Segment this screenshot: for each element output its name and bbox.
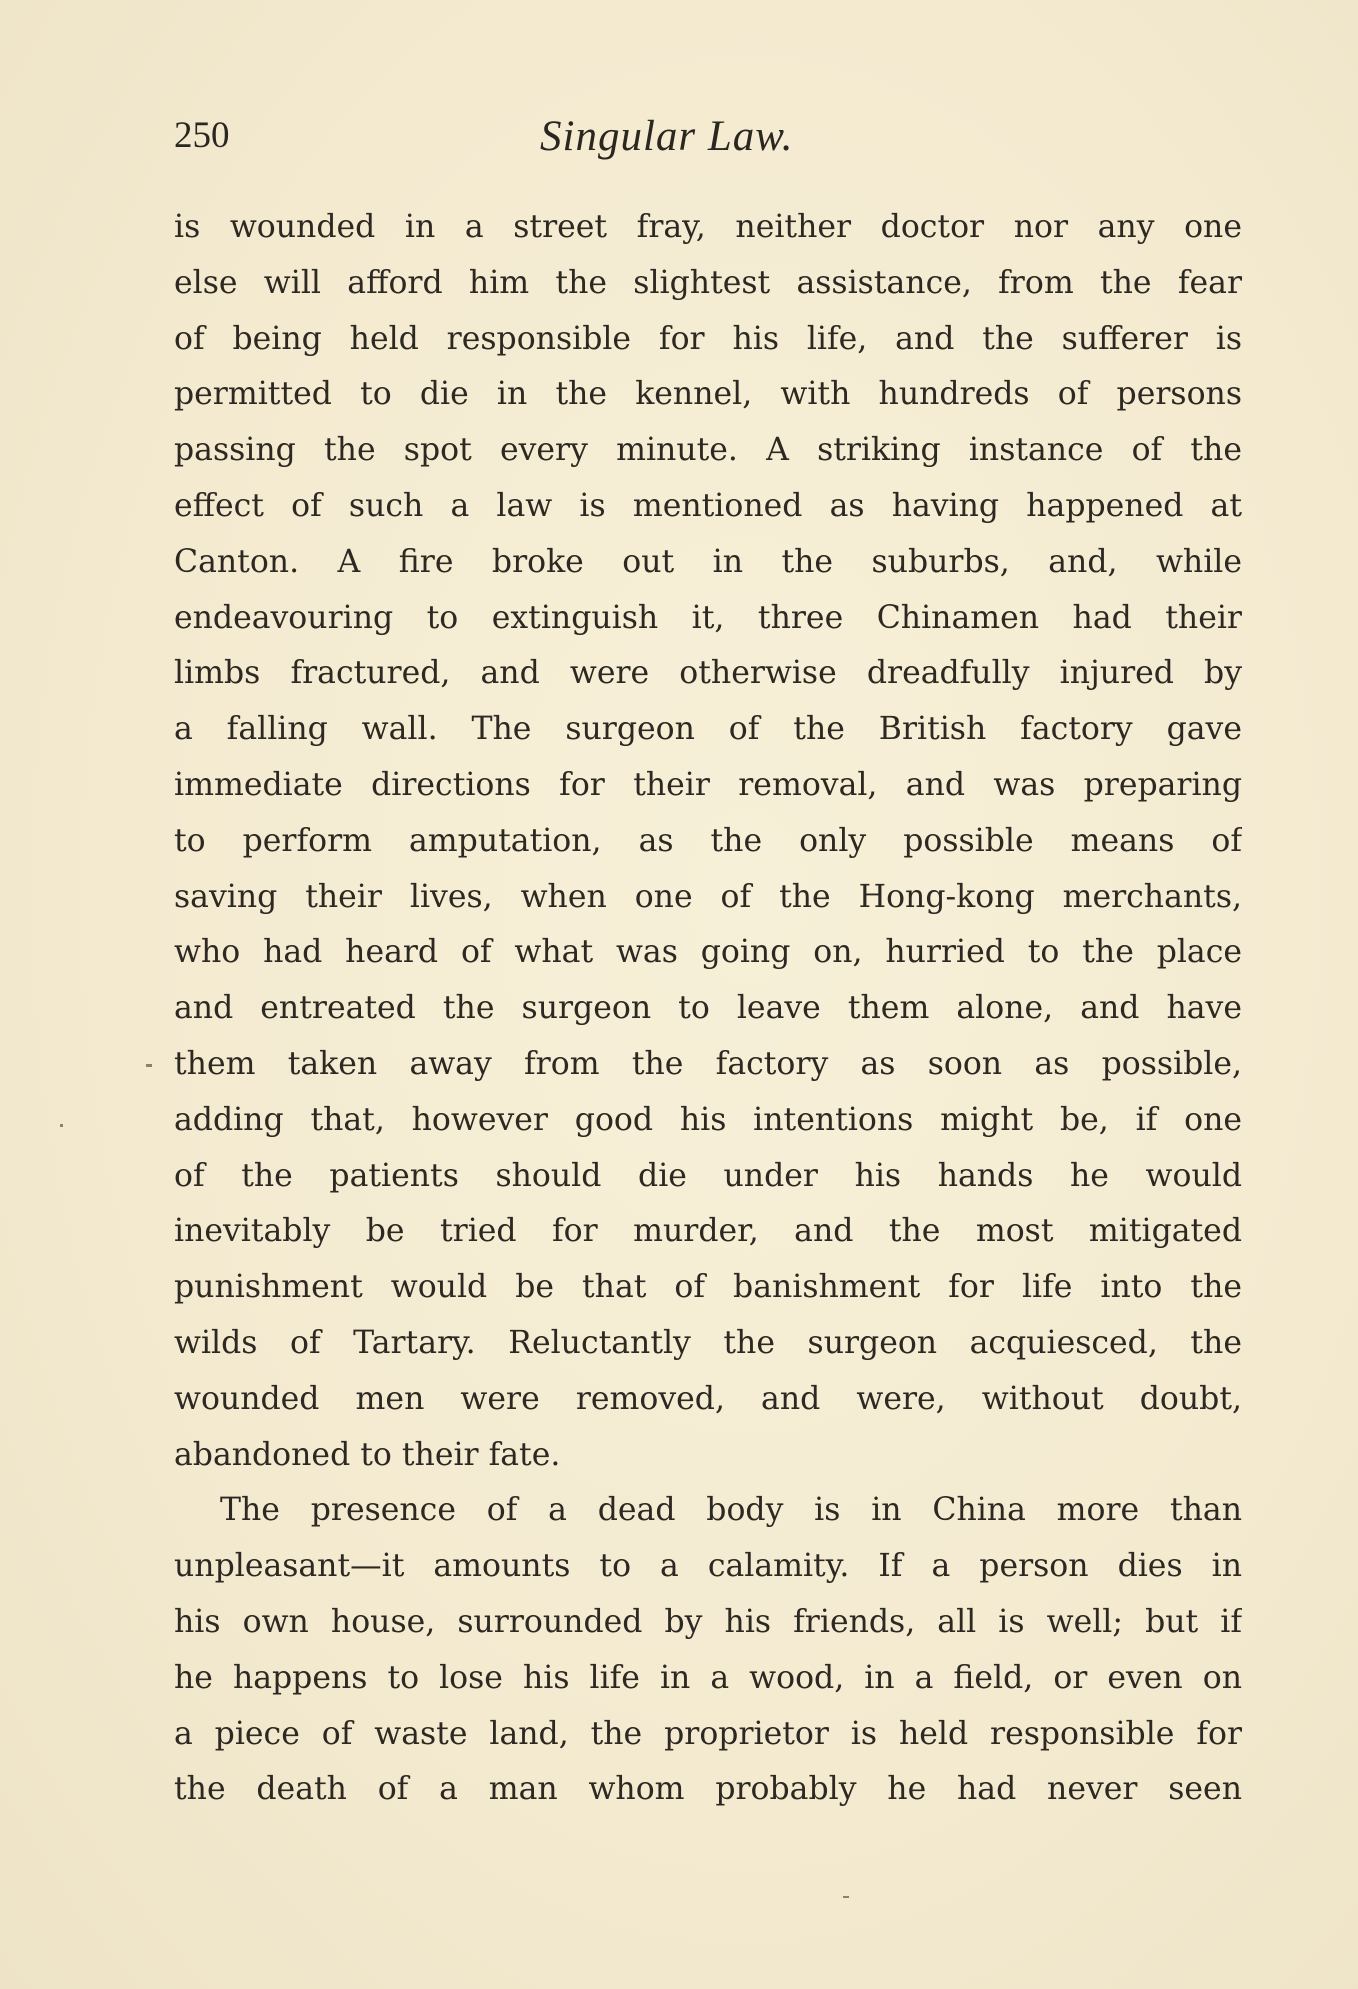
margin-speck — [60, 1124, 63, 1127]
text-line: who had heard of what was going on, hurried to the place — [174, 934, 1242, 971]
text-line: effect of such a law is mentioned as having happened at — [174, 487, 1242, 524]
text-line: permitted to die in the kennel, with hundreds of persons — [174, 376, 1242, 413]
text-line: a falling wall. The surgeon of the British factory gave — [174, 711, 1242, 748]
text-line: he happens to lose his life in a wood, in a field, or even on — [174, 1659, 1242, 1696]
text-line: else will afford him the slightest assistance, from the fear — [174, 264, 1242, 301]
text-line: a piece of waste land, the proprietor is held responsible for — [174, 1715, 1242, 1752]
text-line: punishment would be that of banishment for life into the — [174, 1269, 1242, 1306]
text-line: his own house, surrounded by his friends, all is well; but if — [174, 1603, 1242, 1640]
text-line: the death of a man whom probably he had never seen — [174, 1771, 1242, 1808]
page-header — [174, 112, 1244, 172]
text-line: adding that, however good his intentions might be, if one — [174, 1101, 1242, 1138]
paragraph-1 — [174, 200, 1242, 1483]
text-line: unpleasant—it amounts to a calamity. If a person dies in — [174, 1548, 1242, 1585]
text-line: abandoned to their fate. — [174, 1436, 561, 1473]
text-line: to perform amputation, as the only possible means of — [174, 822, 1242, 859]
text-line: wilds of Tartary. Reluctantly the surgeon acquiesced, the — [174, 1324, 1242, 1361]
margin-speck — [146, 1064, 152, 1067]
text-line: immediate directions for their removal, and was preparing — [174, 766, 1242, 803]
text-line: them taken away from the factory as soon as possible, — [174, 1045, 1242, 1082]
text-line: passing the spot every minute. A striking instance of the — [174, 432, 1242, 469]
margin-speck — [843, 1896, 849, 1898]
text-line: of the patients should die under his hands he would — [174, 1157, 1242, 1194]
text-line: saving their lives, when one of the Hong-kong merchants, — [174, 878, 1242, 915]
text-line: endeavouring to extinguish it, three Chinamen had their — [174, 599, 1242, 636]
text-line: limbs fractured, and were otherwise dreadfully injured by — [174, 655, 1242, 692]
text-line: The presence of a dead body is in China more than — [220, 1492, 1242, 1529]
text-line: and entreated the surgeon to leave them alone, and have — [174, 990, 1242, 1027]
page-number: 250 — [174, 115, 230, 156]
text-line: Canton. A fire broke out in the suburbs, and, while — [174, 543, 1242, 580]
running-title: Singular Law. — [540, 113, 794, 160]
text-line: inevitably be tried for murder, and the most mitigated — [174, 1213, 1242, 1250]
text-line: is wounded in a street fray, neither doctor nor any one — [174, 209, 1242, 245]
body-text — [174, 200, 1242, 1818]
paragraph-2 — [174, 1483, 1242, 1818]
text-line: wounded men were removed, and were, without doubt, — [174, 1380, 1242, 1417]
text-line: of being held responsible for his life, and the sufferer is — [174, 320, 1242, 357]
